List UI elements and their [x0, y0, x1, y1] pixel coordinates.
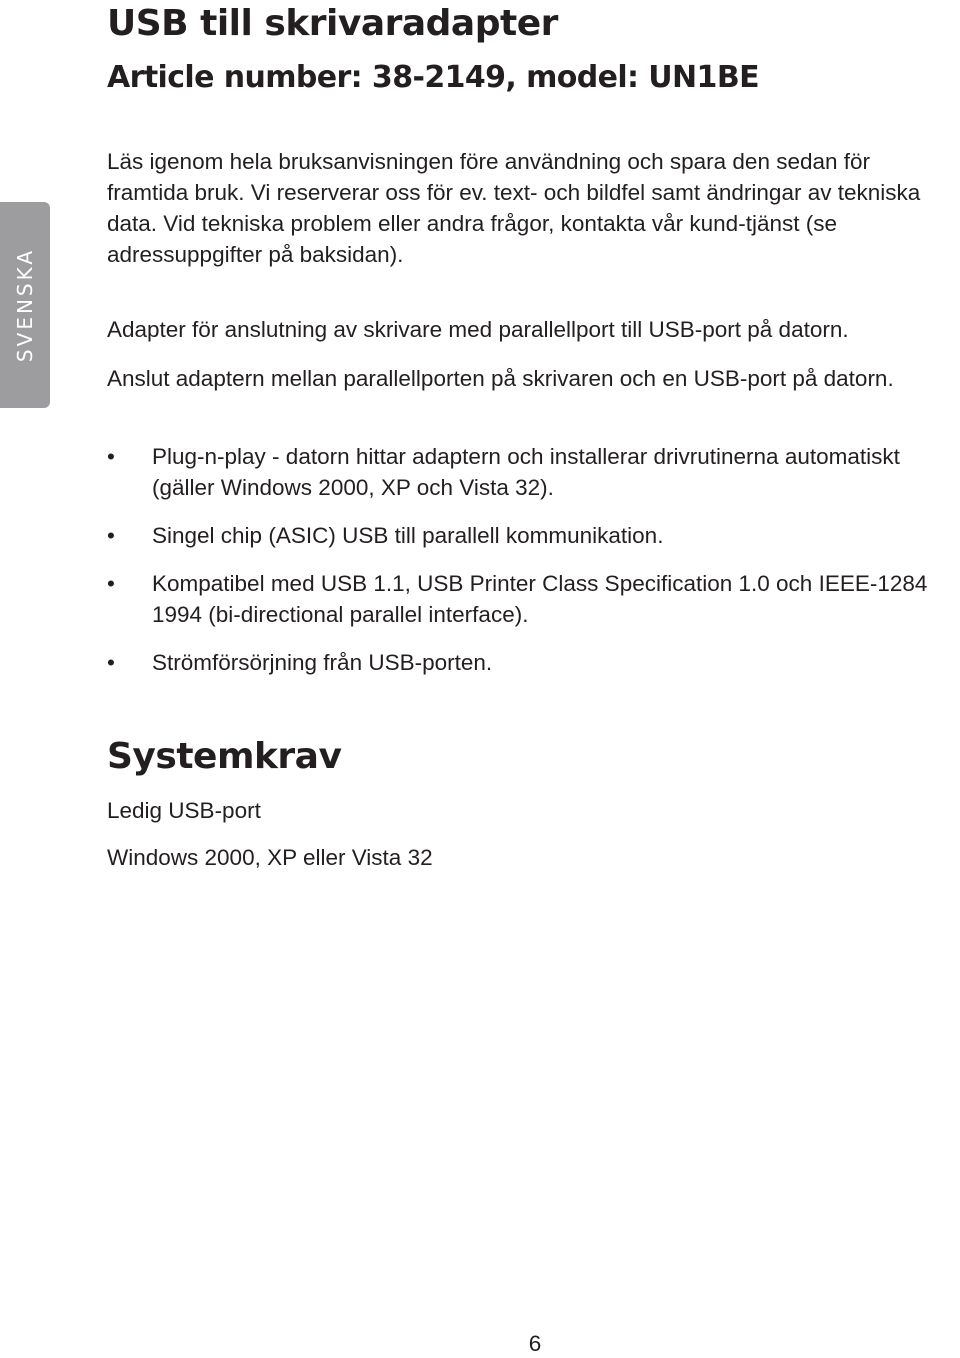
feature-text: Kompatibel med USB 1.1, USB Printer Class Specification 1.0 och IEEE-1284 1994 (bi-directional parallel interface). — [152, 571, 928, 627]
bullet-icon: • — [107, 571, 115, 596]
feature-item — [107, 647, 955, 678]
requirement-item: Windows 2000, XP eller Vista 32 — [107, 845, 433, 870]
feature-text: Singel chip (ASIC) USB till parallell kommunikation. — [152, 523, 664, 548]
article-number-subtitle: Article number: 38-2149, model: UN1BE — [107, 60, 759, 95]
bullet-icon: • — [107, 444, 115, 469]
feature-item — [107, 520, 955, 551]
feature-item — [107, 441, 955, 503]
intro-paragraph: Läs igenom hela bruksanvisningen före användning och spara den sedan för framtida bruk. Vi reserverar oss för ev. text- och bildfel samt ändringar av tekniska data. Vid tekniska problem eller andra frågor, kontakta vår kund-tjänst (se adressuppgifter på baksidan). — [107, 149, 921, 267]
feature-item — [107, 568, 955, 630]
connect-instruction: Anslut adaptern mellan parallellporten på skrivaren och en USB-port på datorn. — [107, 366, 894, 391]
page-number: 6 — [528, 1331, 542, 1356]
language-tab-label: SVENSKA — [13, 247, 37, 363]
system-requirements-heading: Systemkrav — [107, 736, 342, 777]
requirement-item: Ledig USB-port — [107, 798, 261, 823]
adapter-description: Adapter för anslutning av skrivare med parallellport till USB-port på datorn. — [107, 317, 849, 342]
page-title: USB till skrivaradapter — [107, 3, 558, 44]
bullet-icon: • — [107, 650, 115, 675]
feature-list — [107, 441, 955, 695]
feature-text: Strömförsörjning från USB-porten. — [152, 650, 493, 675]
feature-text: Plug-n-play - datorn hittar adaptern och installerar drivrutinerna automatiskt (gäller Windows 2000, XP och Vista 32). — [152, 444, 900, 500]
bullet-icon: • — [107, 523, 115, 548]
language-tab — [0, 202, 50, 408]
